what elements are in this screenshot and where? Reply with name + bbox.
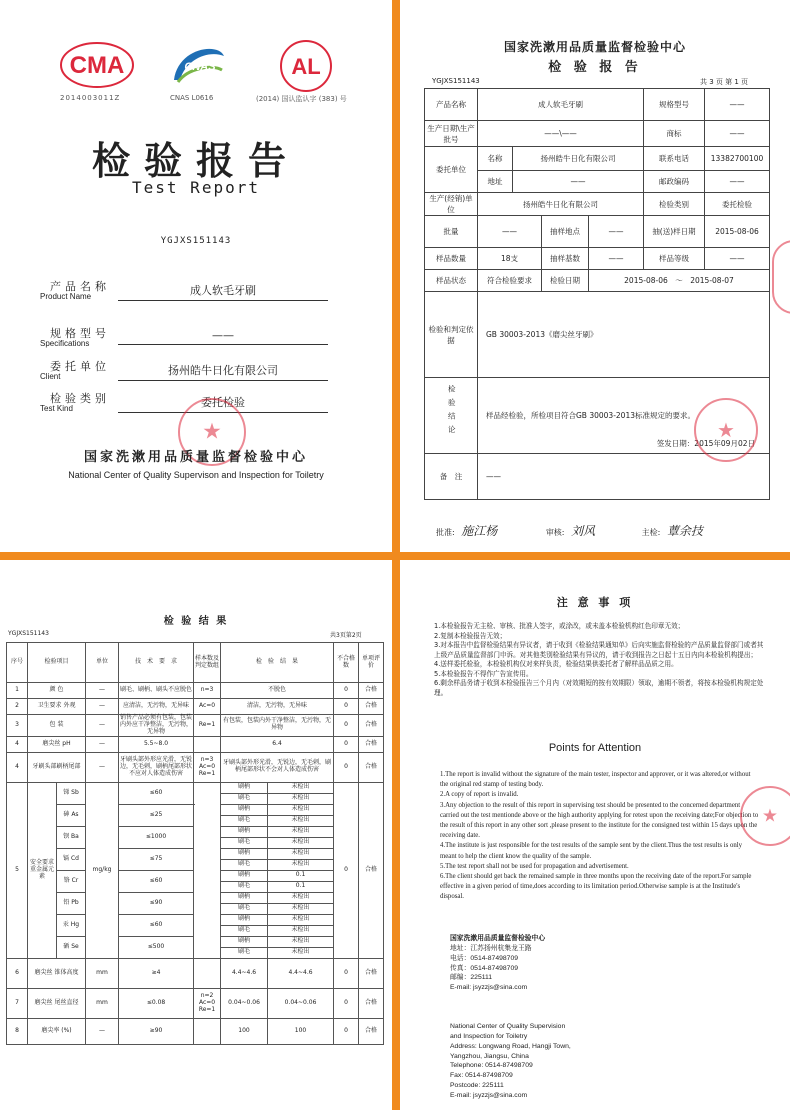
cell-result: 4.4~4.6 bbox=[268, 958, 334, 988]
cell-limit: ≤1000 bbox=[119, 826, 194, 848]
table-row bbox=[7, 988, 384, 1018]
note-item: 5.本检验报告不得作广告宣传用。 bbox=[434, 669, 533, 678]
cell-value: 未检出 bbox=[268, 815, 334, 826]
value-state: 符合检验要求 bbox=[478, 270, 542, 292]
table-row bbox=[7, 752, 384, 782]
field-product-name bbox=[40, 278, 340, 314]
cell-eval: 合格 bbox=[359, 958, 384, 988]
cell-item: 磨尖丝 pH bbox=[28, 736, 86, 752]
label-remark: 备 注 bbox=[425, 454, 478, 500]
cell-part: 刷柄 bbox=[221, 826, 268, 837]
field-specifications bbox=[40, 325, 340, 361]
cell-value: 未检出 bbox=[268, 837, 334, 848]
address-line: 邮编：225111 bbox=[450, 974, 493, 982]
label-quantity: 样品数量 bbox=[425, 248, 478, 270]
label-base: 抽样基数 bbox=[542, 248, 589, 270]
cell-limit: ≤60 bbox=[119, 914, 194, 936]
cell-value: 未检出 bbox=[268, 925, 334, 936]
field-label-en: Client bbox=[40, 372, 61, 381]
cell-result: 牙刷头部外形光滑，无锐边，无毛刺，刷柄尾部形状不会对人体造成伤害 bbox=[221, 752, 334, 782]
label-arrive-date: 抽(送)样日期 bbox=[644, 216, 705, 248]
table-row bbox=[7, 736, 384, 752]
cell-req: 销售产品必须有包装，包装内外应干净整洁，无污物，无异物 bbox=[120, 714, 193, 735]
seal-star-icon: ★ bbox=[202, 419, 222, 445]
issue-date: 签发日期：2015年09月02日 bbox=[656, 439, 755, 448]
page-indicator: 共3页第2页 bbox=[330, 632, 362, 639]
label-zip: 邮政编码 bbox=[644, 171, 705, 193]
note-item: 2.复制本检验报告无效； bbox=[434, 631, 507, 640]
note-item: 6.剩余样品务请于收到本检验报告三个月内（对效期短的按有效期限）领取，逾期不领者，将按本检验机构规定处理。 bbox=[434, 679, 764, 697]
cell-eval: 合格 bbox=[359, 715, 384, 737]
conclusion-text: 样品经检验，所检项目符合GB 30003-2013标准规定的要求。 bbox=[486, 411, 695, 420]
cell-part: 刷毛 bbox=[221, 903, 268, 914]
cell-part: 刷柄 bbox=[221, 848, 268, 859]
value-basis: GB 30003-2013《磨尖丝牙刷》 bbox=[478, 292, 770, 378]
col-requirement: 技 术 要 求 bbox=[119, 643, 194, 683]
note-item: 6.The client should get back the remained sample in three months upon the receiving date of the report.For sample effective in a given period of time,does according to its limitation period.Otherwise sample is at the Institude's disposal. bbox=[440, 872, 752, 901]
al-mark: AL bbox=[291, 54, 321, 79]
label-conclusion bbox=[425, 378, 478, 454]
cell-fail: 0 bbox=[334, 1018, 359, 1044]
approve-label: 批准: bbox=[436, 528, 455, 537]
cell-sample: n=2 Ac=0 Re=1 bbox=[194, 988, 221, 1018]
review-label: 审核: bbox=[545, 528, 565, 537]
cell-eval: 合格 bbox=[359, 752, 384, 782]
cell-value: 未检出 bbox=[268, 903, 334, 914]
value-grade: —— bbox=[705, 248, 770, 270]
cell-element: 镉 Cd bbox=[57, 848, 86, 870]
cell-result: 不脱色 bbox=[221, 683, 334, 699]
cell-unit: mm bbox=[86, 988, 119, 1018]
value-address: —— bbox=[513, 171, 644, 193]
cell-unit: — bbox=[86, 736, 119, 752]
value-maker: 扬州皓牛日化有限公司 bbox=[478, 193, 644, 216]
cell-req: ≥90 bbox=[119, 1018, 194, 1044]
field-value: —— bbox=[118, 329, 328, 345]
label-client: 委托单位 bbox=[425, 147, 478, 193]
cell-result: 0.04~0.06 bbox=[221, 988, 268, 1018]
report-number: YGJXS151143 bbox=[8, 630, 49, 637]
cell-value: 0.1 bbox=[268, 881, 334, 892]
value-batch: —— bbox=[478, 216, 542, 248]
cell-item: 包 装 bbox=[28, 715, 86, 737]
cell-element: 硒 Se bbox=[57, 936, 86, 958]
note-item: 4.The institute is just responsible for the test results of the sample sent by the client.Thus the test results is only meant to help the client know the quality of the sample. bbox=[440, 842, 743, 860]
label-maker: 生产(经销)单位 bbox=[425, 193, 478, 216]
address-line: E-mail: jsyzzjs@sina.com bbox=[450, 984, 528, 992]
cell-eval: 合格 bbox=[359, 699, 384, 715]
element-row bbox=[7, 782, 384, 793]
address-cn bbox=[450, 934, 750, 993]
cell-element: 锑 Sb bbox=[57, 782, 86, 804]
cell-part: 刷毛 bbox=[221, 925, 268, 936]
cell-part: 刷毛 bbox=[221, 815, 268, 826]
label-batch: 批量 bbox=[425, 216, 478, 248]
cell-value: 未检出 bbox=[268, 782, 334, 793]
cell-element: 铅 Pb bbox=[57, 892, 86, 914]
label-basis: 检验和判定依 据 bbox=[425, 292, 478, 378]
cell-limit: ≤500 bbox=[119, 936, 194, 958]
cnas-mark: CNAS bbox=[184, 61, 216, 73]
cnas-logo bbox=[168, 40, 228, 90]
cell-sample: Ac=0 bbox=[194, 699, 221, 715]
cell-fail: 0 bbox=[334, 958, 359, 988]
cell-part: 刷柄 bbox=[221, 914, 268, 925]
cell-eval: 合格 bbox=[359, 1018, 384, 1044]
label-spec: 规格型号 bbox=[644, 89, 705, 121]
cell-group: 安全要求 重金属元素 bbox=[28, 782, 57, 958]
cell-no: 2 bbox=[7, 699, 28, 715]
results-title: 检 验 结 果 bbox=[163, 616, 229, 627]
label-address: 地址 bbox=[478, 171, 513, 193]
field-label-cn: 规格型号 bbox=[50, 327, 110, 340]
col-fail: 不合格数 bbox=[334, 643, 359, 683]
cell-unit: — bbox=[86, 752, 119, 782]
cell-item: 卫生要求 外观 bbox=[28, 699, 86, 715]
notes-title-en: Points for Attention bbox=[548, 742, 642, 754]
al-number: (2014) 国认监认字 (383) 号 bbox=[256, 95, 347, 103]
cell-part: 刷柄 bbox=[221, 782, 268, 793]
cell-no: 8 bbox=[7, 1018, 28, 1044]
cell-req: 刷毛、刷柄、刷头不应脱色 bbox=[119, 683, 194, 699]
col-eval: 单项评价 bbox=[359, 643, 384, 683]
value-phone: 13382700100 bbox=[705, 147, 770, 171]
cell-no: 4 bbox=[7, 752, 28, 782]
cma-number: 2014003011Z bbox=[60, 94, 121, 102]
label-test-date: 检验日期 bbox=[542, 270, 589, 292]
red-seal-stamp bbox=[694, 398, 758, 462]
cell-result: 4.4~4.6 bbox=[221, 958, 268, 988]
review-signature: 刘风 bbox=[571, 524, 596, 538]
value-base: —— bbox=[589, 248, 644, 270]
address-line: Postcode: 225111 bbox=[450, 1082, 504, 1090]
cell-item: 磨尖丝 尾丝直径 bbox=[28, 988, 86, 1018]
main-tester-signature: 蕈余技 bbox=[666, 524, 703, 538]
cell-sample: n=3 Ac=0 Re=1 bbox=[194, 752, 221, 782]
col-unit: 单位 bbox=[86, 643, 119, 683]
value-date: ——\—— bbox=[478, 121, 644, 147]
cell-value: 未检出 bbox=[268, 936, 334, 947]
address-line: 国家洗漱用品质量监督检验中心 bbox=[450, 935, 546, 942]
col-item: 检验项目 bbox=[28, 643, 86, 683]
cell-fail: 0 bbox=[334, 699, 359, 715]
cell-no: 4 bbox=[7, 736, 28, 752]
side-seal-stamp bbox=[772, 240, 790, 314]
address-line: 传真：0514-87498709 bbox=[450, 964, 519, 972]
cell-result: 6.4 bbox=[221, 736, 334, 752]
cell-eval: 合格 bbox=[359, 736, 384, 752]
address-line: and Inspection for Toiletry bbox=[450, 1032, 528, 1040]
cell-element: 汞 Hg bbox=[57, 914, 86, 936]
cell-fail: 0 bbox=[334, 988, 359, 1018]
cell-result: 有包装，包装内外干净整洁，无污物，无异物 bbox=[221, 715, 334, 737]
value-kind: 委托检验 bbox=[705, 193, 770, 216]
table-row bbox=[7, 958, 384, 988]
address-line: 地址：江苏扬州杭集龙王路 bbox=[450, 944, 532, 952]
seal-star-icon: ★ bbox=[717, 418, 735, 442]
cell-part: 刷毛 bbox=[221, 881, 268, 892]
field-label-cn: 委托单位 bbox=[50, 360, 110, 373]
al-logo bbox=[278, 38, 334, 94]
value-quantity: 18支 bbox=[478, 248, 542, 270]
field-value: 委托检验 bbox=[118, 394, 328, 413]
cell-fail: 0 bbox=[334, 736, 359, 752]
notes-title: 注 意 事 项 bbox=[556, 596, 634, 609]
note-item: 3.对本报告中监督检验结果有异议者，请于收到《检验结果通知单》后向实施监督检验的产品质量监督部门或者其上级产品质量监督部门申诉。对其他类别检验结果有异议的，请于收到报告之日起十五日内向本检验机构提出； bbox=[434, 641, 764, 659]
cell-element: 钡 Ba bbox=[57, 826, 86, 848]
label-sample-place: 抽样地点 bbox=[542, 216, 589, 248]
cell-fail: 0 bbox=[334, 752, 359, 782]
report-title-en: Test Report bbox=[132, 178, 260, 197]
cell-sample bbox=[194, 782, 221, 958]
note-item: 2.A copy of report is invalid. bbox=[440, 791, 519, 799]
cell-req: 应清洁，无污物，无异味 bbox=[119, 699, 194, 715]
note-item: 5.The test report shall not be used for propagation and advertisement. bbox=[440, 862, 629, 870]
cell-part: 刷毛 bbox=[221, 859, 268, 870]
cell-value: 未检出 bbox=[268, 914, 334, 925]
value-arrive-date: 2015-08-06 bbox=[705, 216, 770, 248]
cell-sample bbox=[194, 1018, 221, 1044]
cell-unit: — bbox=[86, 715, 119, 737]
approve-signature: 施江杨 bbox=[461, 524, 498, 538]
cell-part: 刷柄 bbox=[221, 870, 268, 881]
cell-value: 未检出 bbox=[268, 859, 334, 870]
table-row bbox=[7, 715, 384, 737]
cell-sample: n=3 bbox=[194, 683, 221, 699]
note-item: 4.送样委托检验，本检验机构仅对来样负责，检验结果供委托者了解样品品质之用。 bbox=[434, 660, 678, 669]
cell-unit: — bbox=[86, 683, 119, 699]
address-line: Yangzhou, Jiangsu, China bbox=[450, 1052, 529, 1060]
cell-fail: 0 bbox=[334, 683, 359, 699]
field-value: 扬州皓牛日化有限公司 bbox=[118, 362, 328, 381]
cell-limit: ≤75 bbox=[119, 848, 194, 870]
cell-limit: ≤60 bbox=[119, 870, 194, 892]
cell-sample: Re=1 bbox=[194, 715, 221, 737]
label-state: 样品状态 bbox=[425, 270, 478, 292]
cell-value: 未检出 bbox=[268, 826, 334, 837]
label-brand: 商标 bbox=[644, 121, 705, 147]
org-name-en: National Center of Quality Supervison and Inspection for Toiletry bbox=[68, 470, 324, 480]
cell-req: 5.5~8.0 bbox=[119, 736, 194, 752]
cell-item: 牙刷头部刷柄尾部 bbox=[28, 752, 86, 782]
report-cover-panel bbox=[0, 0, 392, 552]
report-number: YGJXS151143 bbox=[160, 236, 232, 246]
cell-no: 6 bbox=[7, 958, 28, 988]
cell-value: 未检出 bbox=[268, 947, 334, 958]
cell-item: 磨尖丝 锥体高度 bbox=[28, 958, 86, 988]
cell-item: 颜 色 bbox=[28, 683, 86, 699]
address-line: 电话：0514-87498709 bbox=[450, 954, 519, 962]
cell-limit: ≤60 bbox=[119, 782, 194, 804]
cell-unit: — bbox=[86, 699, 119, 715]
label-product: 产品名称 bbox=[425, 89, 478, 121]
cell-limit: ≤25 bbox=[119, 804, 194, 826]
cell-no: 7 bbox=[7, 988, 28, 1018]
notes-cn bbox=[434, 622, 764, 698]
cma-logo bbox=[58, 40, 136, 90]
cell-unit: mg/kg bbox=[86, 782, 119, 958]
notes-en bbox=[440, 770, 760, 902]
label-date: 生产日期\生产批号 bbox=[425, 121, 478, 147]
report-heading: 检 验 报 告 bbox=[548, 60, 642, 75]
org-name-cn: 国家洗漱用品质量监督检验中心 bbox=[83, 450, 308, 465]
cell-limit: ≤90 bbox=[119, 892, 194, 914]
cell-fail: 0 bbox=[334, 782, 359, 958]
note-item: 1.本检验报告无主检、审核、批准人签字，或涂改，或未盖本检验机构红色印章无效； bbox=[434, 622, 685, 630]
table-row bbox=[7, 683, 384, 699]
value-product: 成人软毛牙刷 bbox=[478, 89, 644, 121]
cell-value: 0.1 bbox=[268, 870, 334, 881]
signature-row bbox=[436, 522, 776, 539]
results-table bbox=[6, 642, 384, 1045]
address-line: Fax: 0514-87498709 bbox=[450, 1072, 513, 1080]
conclusion-label-text: 检验结论 bbox=[447, 385, 457, 440]
field-label-en: Product Name bbox=[40, 292, 92, 301]
cell-no: 5 bbox=[7, 782, 28, 958]
value-zip: —— bbox=[705, 171, 770, 193]
cell-unit: mm bbox=[86, 958, 119, 988]
field-label-cn: 检验类别 bbox=[50, 392, 110, 405]
cell-value: 未检出 bbox=[268, 892, 334, 903]
main-tester-label: 主检: bbox=[641, 528, 661, 537]
label-phone: 联系电话 bbox=[644, 147, 705, 171]
cell-req: ≥4 bbox=[119, 958, 194, 988]
label-kind: 检验类别 bbox=[644, 193, 705, 216]
field-label-en: Test Kind bbox=[40, 404, 73, 413]
report-title-cn: 检验报告 bbox=[91, 138, 300, 183]
col-result: 检 验 结 果 bbox=[221, 643, 334, 683]
cell-part: 刷柄 bbox=[221, 804, 268, 815]
page-indicator: 共 3 页 第 1 页 bbox=[700, 78, 749, 86]
cell-result: 100 bbox=[221, 1018, 268, 1044]
field-label-en: Specifications bbox=[40, 339, 90, 348]
cell-eval: 合格 bbox=[359, 683, 384, 699]
cma-mark: CMA bbox=[69, 52, 125, 79]
cell-part: 刷柄 bbox=[221, 892, 268, 903]
note-item: 1.The report is invalid without the signature of the main tester, inspector and approver, or it was altered,or without the original red stamp of testing body. bbox=[440, 771, 751, 789]
cell-eval: 合格 bbox=[359, 782, 384, 958]
value-remark: —— bbox=[478, 454, 770, 500]
value-client-name: 扬州皓牛日化有限公司 bbox=[513, 147, 644, 171]
cell-eval: 合格 bbox=[359, 988, 384, 1018]
address-en bbox=[450, 1022, 750, 1101]
cell-fail: 0 bbox=[334, 715, 359, 737]
note-item: 3.Any objection to the result of this report in supervising test should be presented to the concerned department carried out the test mentionde above or the high authority applying for retest upon the receiving date;For objection to the result of this report in any other sort ,please present to the institute for the consigned test within 15 days upon the receiving date. bbox=[440, 801, 759, 840]
cell-value: 未检出 bbox=[268, 793, 334, 804]
label-grade: 样品等级 bbox=[644, 248, 705, 270]
cell-element: 铬 Cr bbox=[57, 870, 86, 892]
cell-part: 刷毛 bbox=[221, 793, 268, 804]
cell-value: 未检出 bbox=[268, 848, 334, 859]
label-client-name: 名称 bbox=[478, 147, 513, 171]
cell-item: 磨尖率 (%) bbox=[28, 1018, 86, 1044]
cell-element: 砷 As bbox=[57, 804, 86, 826]
cell-req: ≤0.08 bbox=[119, 988, 194, 1018]
cnas-number: CNAS L0616 bbox=[170, 94, 214, 102]
table-row bbox=[7, 1018, 384, 1044]
value-sample-place: —— bbox=[589, 216, 644, 248]
cell-result: 100 bbox=[268, 1018, 334, 1044]
org-heading: 国家洗漱用品质量监督检验中心 bbox=[503, 40, 686, 54]
cell-sample bbox=[194, 958, 221, 988]
field-label-cn: 产品名称 bbox=[50, 280, 110, 293]
cell-result: 清洁，无污物，无异味 bbox=[221, 699, 334, 715]
address-line: Telephone: 0514-87498709 bbox=[450, 1062, 533, 1070]
address-line: Address: Longwang Road, Hangji Town, bbox=[450, 1042, 571, 1050]
address-line: E-mail: jsyzzjs@sina.com bbox=[450, 1091, 528, 1099]
value-brand: —— bbox=[705, 121, 770, 147]
report-number: YGJXS151143 bbox=[432, 77, 480, 85]
cell-no: 3 bbox=[7, 715, 28, 737]
col-no: 序号 bbox=[7, 643, 28, 683]
cell-part: 刷毛 bbox=[221, 837, 268, 848]
col-sample: 样本数及判定数组 bbox=[194, 643, 221, 683]
value-spec: —— bbox=[705, 89, 770, 121]
address-line: National Center of Quality Supervision bbox=[450, 1023, 566, 1030]
field-value: 成人软毛牙刷 bbox=[118, 282, 328, 301]
notes-panel bbox=[400, 560, 790, 1110]
cell-part: 刷毛 bbox=[221, 947, 268, 958]
cell-result: 0.04~0.06 bbox=[268, 988, 334, 1018]
field-client bbox=[40, 358, 340, 394]
cell-req: 牙刷头部外形应光滑，无锐边，无毛刺，刷柄尾部形状不应对人体造成伤害 bbox=[119, 752, 194, 782]
cell-sample bbox=[194, 736, 221, 752]
seal-star-icon: ★ bbox=[761, 805, 779, 827]
cell-no: 1 bbox=[7, 683, 28, 699]
report-page-1-panel bbox=[400, 0, 790, 552]
value-test-date: 2015-08-06 ～ 2015-08-07 bbox=[589, 270, 770, 292]
cell-value: 未检出 bbox=[268, 804, 334, 815]
table-row bbox=[7, 699, 384, 715]
cell-part: 刷柄 bbox=[221, 936, 268, 947]
cell-unit: — bbox=[86, 1018, 119, 1044]
